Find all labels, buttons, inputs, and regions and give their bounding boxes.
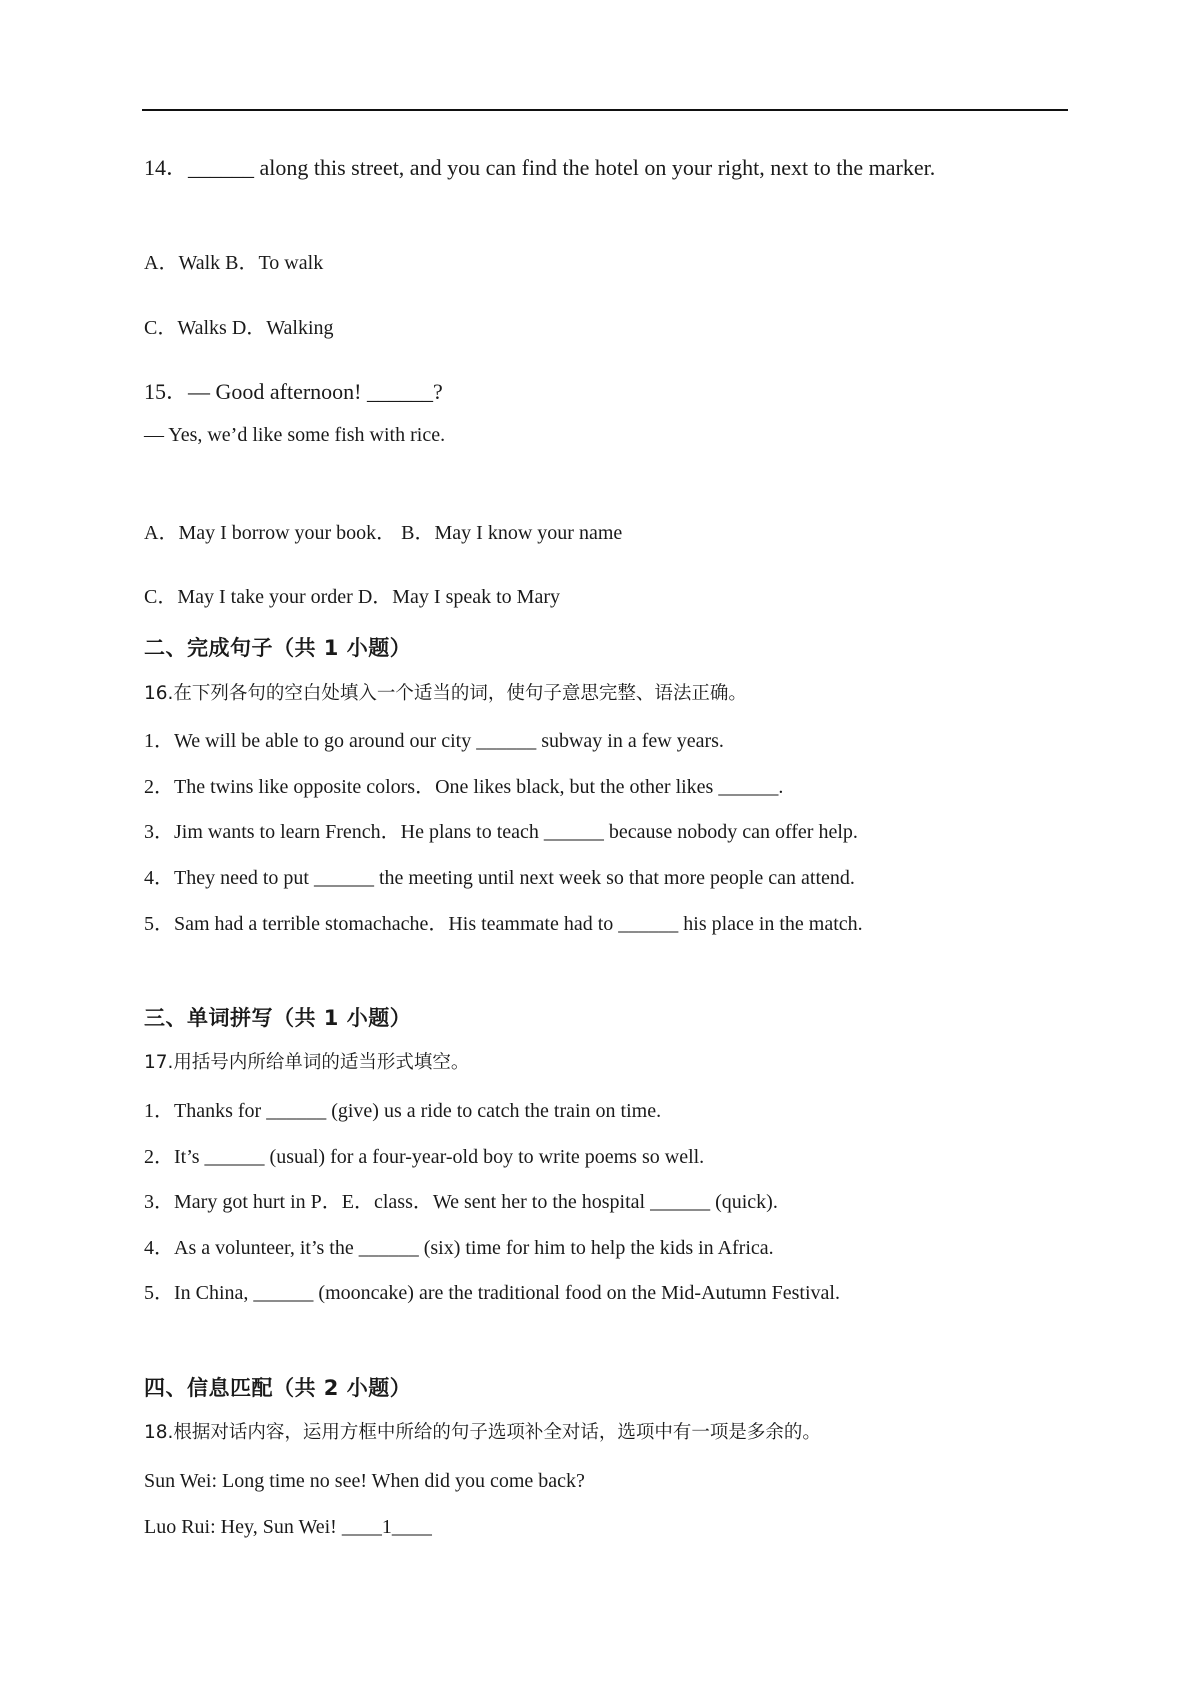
section-4-heading: 四、信息匹配（共 2 小题） (144, 1376, 412, 1400)
section-3-item-2: 2．It’s ______ (usual) for a four-year-old boy to write poems so well. (144, 1146, 705, 1168)
dialog-line-1: Sun Wei: Long time no see! When did you come back? (144, 1470, 585, 1492)
dialog-line-2: Luo Rui: Hey, Sun Wei! ____1____ (144, 1516, 432, 1538)
question-14-options-cd: C．Walks D．Walking (144, 317, 334, 339)
section-3-item-1: 1．Thanks for ______ (give) us a ride to catch the train on time. (144, 1100, 662, 1122)
section-3-item-3: 3．Mary got hurt in P．E．class．We sent her to the hospital ______ (quick). (144, 1191, 778, 1213)
section-2-item-5: 5．Sam had a terrible stomachache．His teammate had to ______ his place in the match. (144, 913, 863, 935)
section-2-item-4: 4．They need to put ______ the meeting until next week so that more people can attend. (144, 867, 855, 889)
section-3-item-5: 5．In China, ______ (mooncake) are the traditional food on the Mid-Autumn Festival. (144, 1282, 840, 1304)
question-14-options-ab: A．Walk B．To walk (144, 252, 324, 274)
section-2-item-1: 1．We will be able to go around our city ______ subway in a few years. (144, 730, 724, 752)
question-14-stem: 14．______ along this street, and you can find the hotel on your right, next to the marker. (144, 155, 936, 180)
question-15-options-cd: C．May I take your order D．May I speak to Mary (144, 586, 561, 608)
section-2-item-2: 2．The twins like opposite colors．One likes black, but the other likes ______. (144, 776, 784, 798)
header-rule (142, 109, 1068, 111)
section-3-heading: 三、单词拼写（共 1 小题） (144, 1006, 412, 1030)
section-2-item-3: 3．Jim wants to learn French．He plans to teach ______ because nobody can offer help. (144, 821, 858, 843)
section-2-heading: 二、完成句子（共 1 小题） (144, 636, 412, 660)
question-15-line-1: 15．— Good afternoon! ______? (144, 379, 443, 404)
question-15-options-ab: A．May I borrow your book． B．May I know your name (144, 522, 623, 544)
section-3-item-4: 4．As a volunteer, it’s the ______ (six) time for him to help the kids in Africa. (144, 1237, 774, 1259)
section-4-instruction: 18.根据对话内容，运用方框中所给的句子选项补全对话，选项中有一项是多余的。 (144, 1422, 821, 1443)
question-15-line-2: — Yes, we’d like some fish with rice. (144, 424, 446, 446)
section-3-instruction: 17.用括号内所给单词的适当形式填空。 (144, 1052, 470, 1073)
section-2-instruction: 16.在下列各句的空白处填入一个适当的词，使句子意思完整、语法正确。 (144, 683, 747, 704)
